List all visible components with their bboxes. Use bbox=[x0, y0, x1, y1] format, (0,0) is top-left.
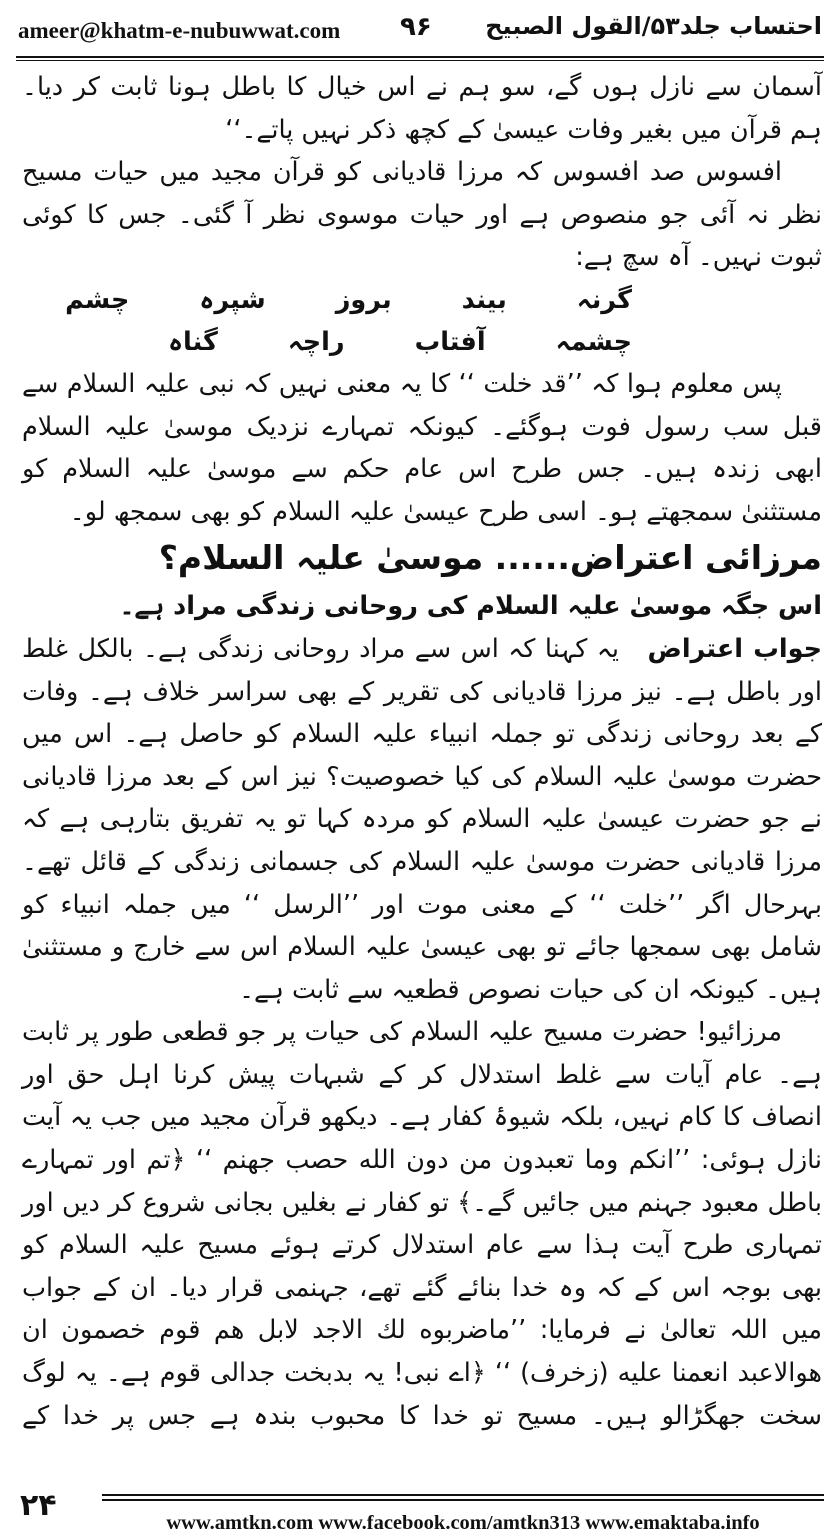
footer-page-number: ۲۴ bbox=[20, 1488, 57, 1523]
header-rule-thin bbox=[16, 60, 824, 61]
couplet-word: چشم bbox=[65, 284, 130, 315]
objection-statement: اس جگہ موسیٰ علیہ السلام کی روحانی زندگی مراد ہے۔ bbox=[119, 591, 822, 622]
header-email: ameer@khatm-e-nubuwwat.com bbox=[18, 18, 341, 43]
header-book-title: احتساب جلد۵۳/القول الصبیح bbox=[485, 12, 822, 40]
footer-rules bbox=[102, 1494, 824, 1504]
couplet-line-1 bbox=[22, 279, 822, 321]
header-rule bbox=[16, 56, 824, 58]
couplet-word: گناہ bbox=[168, 326, 218, 357]
page-header bbox=[18, 10, 822, 52]
paragraph-2: افسوس صد افسوس کہ مرزا قادیانی کو قرآن مجید میں حیات مسیح نظر نہ آئی جو منصوص ہے اور حیات موسوی نظر آ گئی۔ جس کا کوئی ثبوت نہیں۔ آہ سچ ہے: bbox=[22, 157, 822, 273]
couplet-word: آفتاب bbox=[414, 326, 486, 357]
footer-rule bbox=[102, 1494, 824, 1496]
header-page-number: ۹۶ bbox=[400, 12, 432, 42]
answer-label: جواب اعتراض bbox=[647, 633, 823, 664]
page-footer bbox=[16, 1488, 824, 1536]
footer-rule bbox=[102, 1499, 824, 1501]
couplet-word: بیند bbox=[461, 284, 507, 315]
couplet-word: چشمہ bbox=[555, 326, 632, 357]
section-heading: مرزائی اعتراض...... موسیٰ علیہ السلام؟ bbox=[158, 538, 822, 578]
couplet-word: شپرہ bbox=[199, 284, 266, 315]
persian-couplet bbox=[22, 279, 822, 363]
couplet-word: گرنہ bbox=[576, 284, 632, 315]
page-body bbox=[22, 66, 822, 1437]
answer-text: یہ کہنا کہ اس سے مراد روحانی زندگی ہے۔ بالکل غلط اور باطل ہے۔ نیز مرزا قادیانی کی تقریر کے بھی سراسر خلاف ہے۔ وفات کے بعد روحانی زندگی تو جملہ انبیاء علیہ السلام کو حاصل ہے۔ اس میں حضرت موسیٰ علیہ السلام کی کیا خصوصیت؟ نیز اس کے بعد مرزا قادیانی نے جو حضرت عیسیٰ علیہ السلام کو مردہ کہا تو یہ تفریق بتارہی ہے کہ مرزا قادیانی حضرت موسیٰ علیہ السلام کی جسمانی زندگی کے قائل تھے۔ بہرحال اگر ’’خلت ‘‘ کے معنی موت اور ’’الرسل ‘‘ میں جملہ انبیاء کو شامل بھی سمجھا جائے تو بھی عیسیٰ علیہ السلام اس سے خارج و مستثنیٰ ہیں۔ کیونکہ ان کی حیات نصوص قطعیہ سے ثابت ہے۔ bbox=[22, 633, 822, 1005]
paragraph-4 bbox=[22, 628, 822, 1011]
paragraph-1: آسمان سے نازل ہوں گے، سو ہم نے اس خیال کا باطل ہونا ثابت کر دیا۔ ہم قرآن میں بغیر وفات عیسیٰ کے کچھ ذکر نہیں پاتے۔‘‘ bbox=[22, 72, 822, 145]
footer-urls: www.amtkn.com www.facebook.com/amtkn313 www.emaktaba.info bbox=[166, 1512, 760, 1534]
paragraph-5: مرزائیو! حضرت مسیح علیہ السلام کی حیات پر جو قطعی طور پر ثابت ہے۔ عام آیات سے غلط استدلال کر کے شبہات پیش کرنا اہل حق اور انصاف کا کام نہیں، بلکہ شیوۂ کفار ہے۔ دیکھو قرآن مجید میں جب یہ آیت نازل ہوئی: ’’انکم وما تعبدون من دون الله حصب جهنم ‘‘ ﴿تم اور تمہارے باطل معبود جہنم میں جائیں گے۔﴾ تو کفار نے بغلیں بجانی شروع کر دیں اور تمہاری طرح آیت ہذا سے عام استدلال کرتے ہوئے مسیح علیہ السلام کو بھی بوجہ اس کے کہ وہ خدا بنائے گئے تھے، جہنمی قرار دیا۔ ان کے جواب میں اللہ تعالیٰ نے فرمایا: ’’ماضربوه لك الاجد لابل هم قوم خصمون ان هوالاعبد انعمنا عليه (زخرف) ‘‘ ﴿اے نبی! یہ بدبخت جدالی قوم ہے۔ یہ لوگ سخت جھگڑالو ہیں۔ مسیح تو خدا کا محبوب بندہ ہے جس پر خدا کے bbox=[22, 1017, 822, 1431]
paragraph-3: پس معلوم ہوا کہ ’’قد خلت ‘‘ کا یہ معنی نہیں کہ نبی علیہ السلام سے قبل سب رسول فوت ہوگئے۔ کیونکہ تمہارے نزدیک موسیٰ علیہ السلام ابھی زندہ ہیں۔ جس طرح اس عام حکم سے موسیٰ علیہ السلام کو مستثنیٰ سمجھتے ہو۔ اسی طرح عیسیٰ علیہ السلام کو بھی سمجھ لو۔ bbox=[22, 368, 822, 527]
couplet-word: راچہ bbox=[287, 326, 345, 357]
couplet-word: بروز bbox=[335, 284, 392, 315]
couplet-line-2 bbox=[22, 321, 822, 363]
